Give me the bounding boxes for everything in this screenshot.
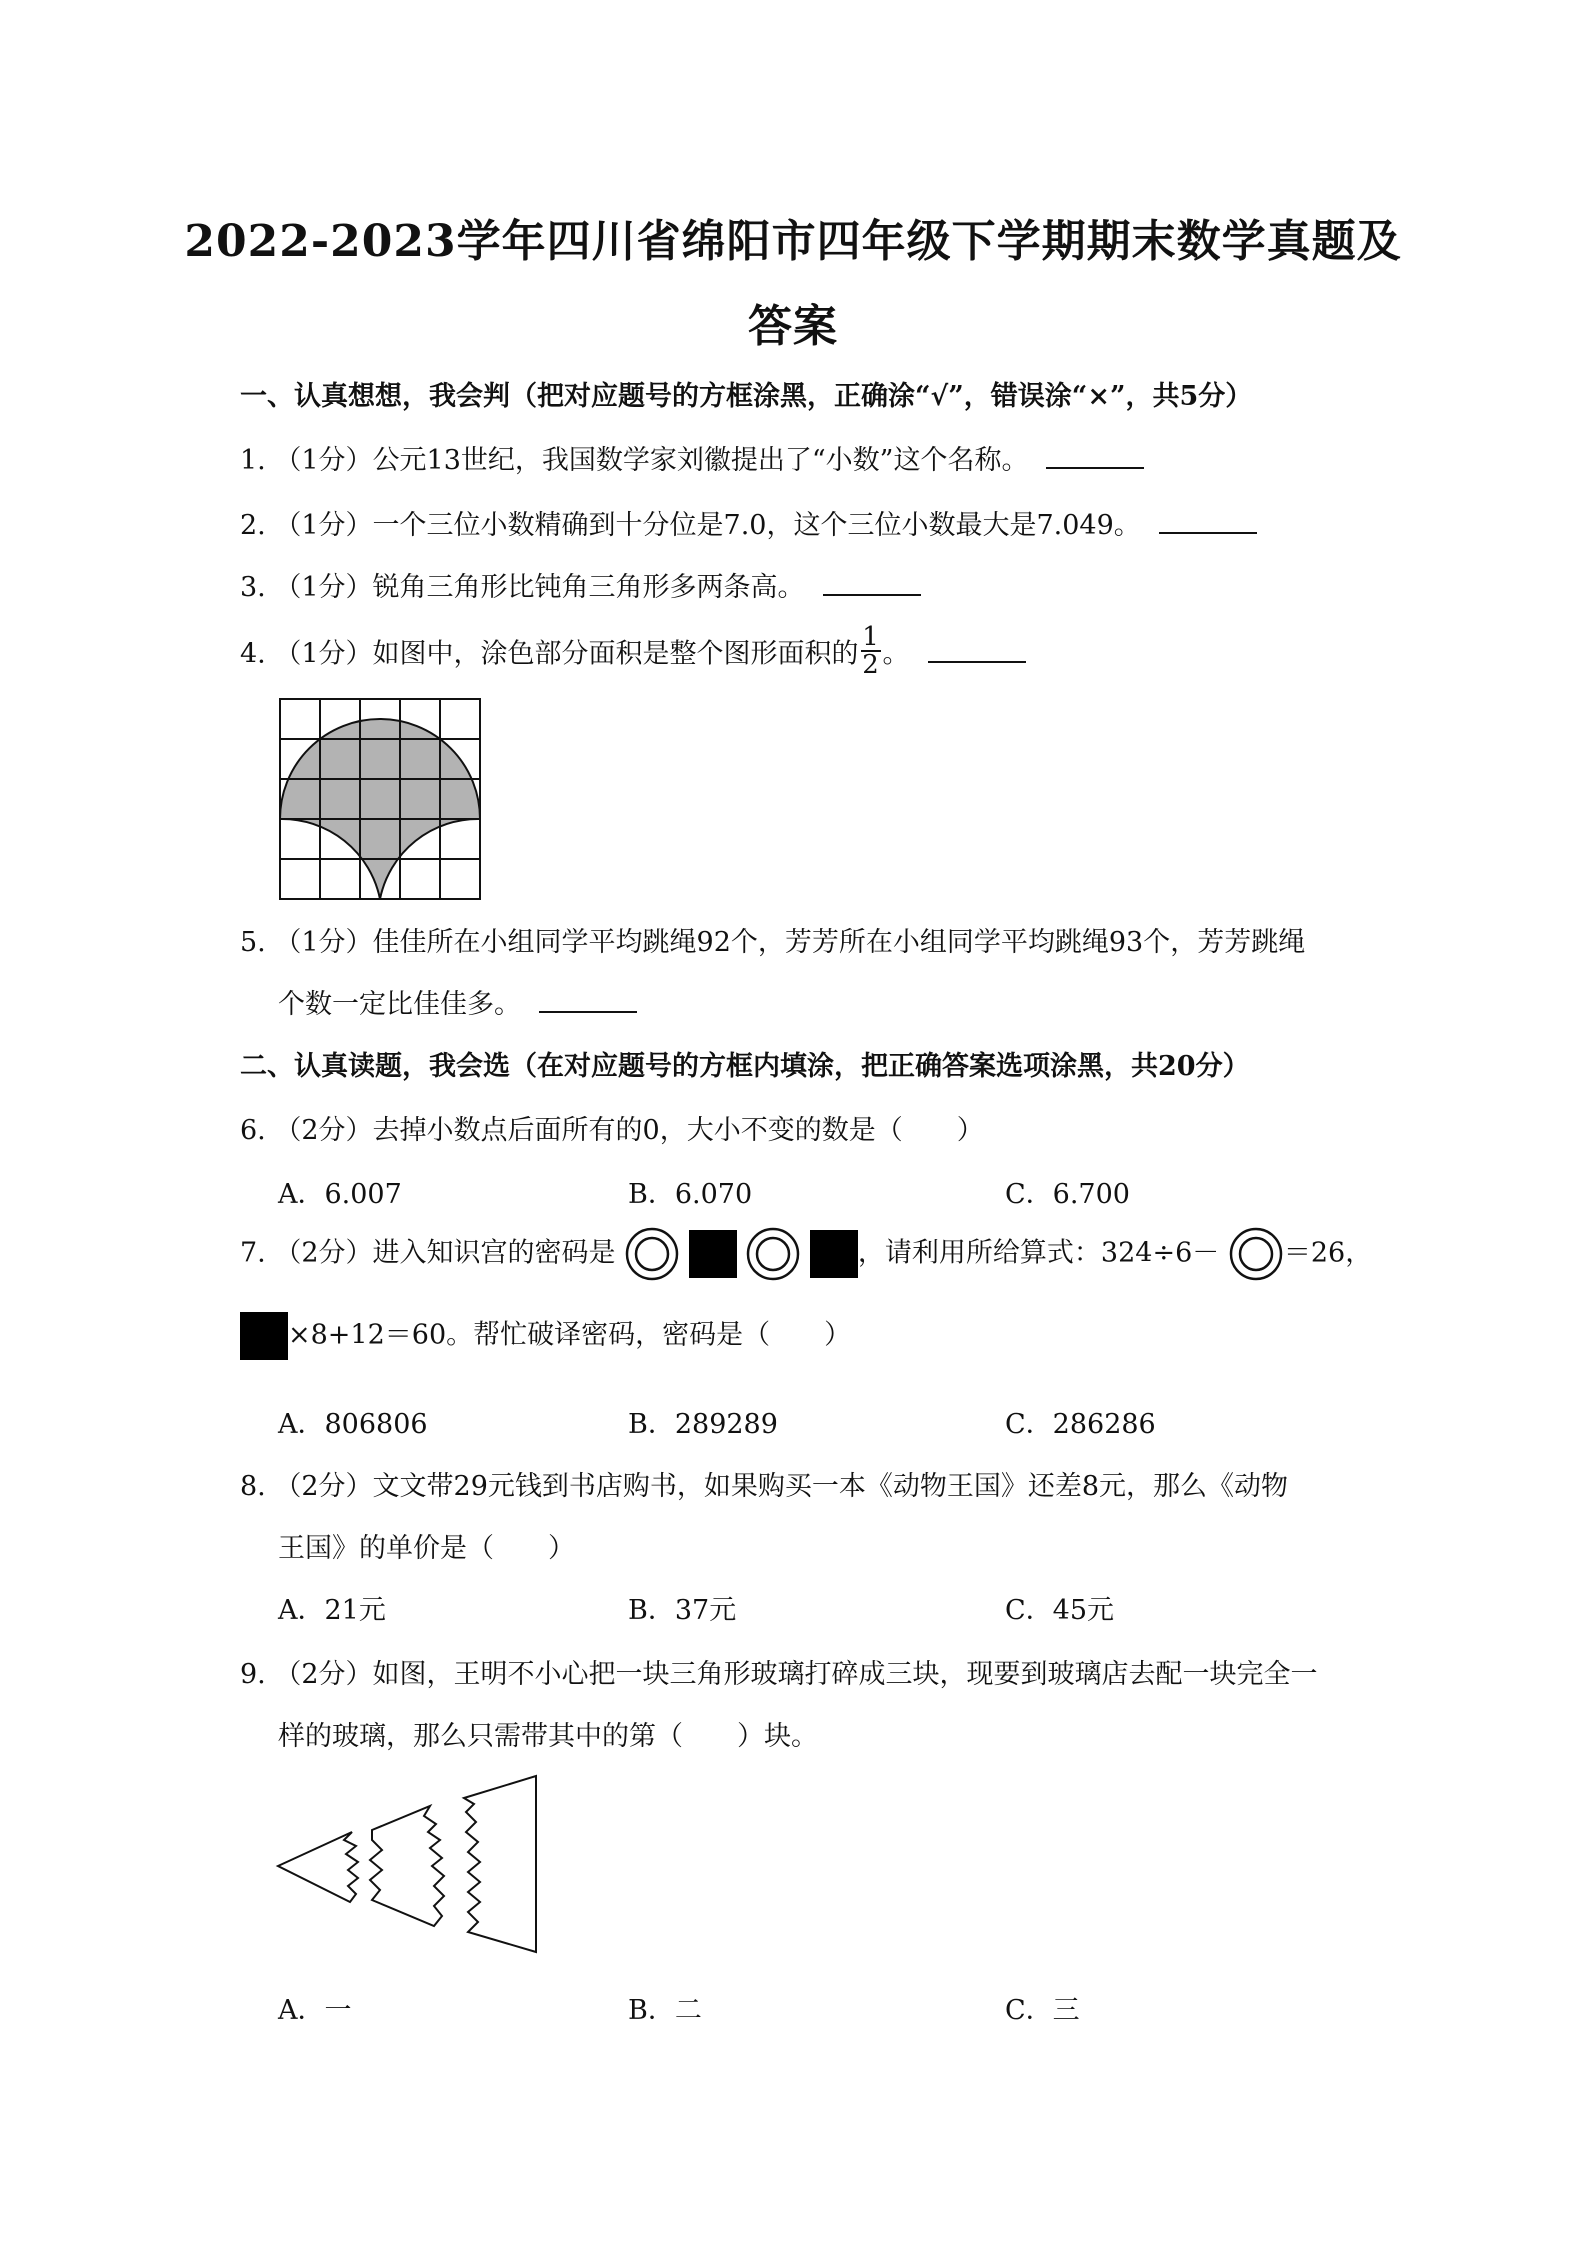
q8-option-b[interactable]: B．37元 bbox=[628, 1595, 737, 1626]
section-1-heading: 一、认真想想，我会判（把对应题号的方框涂黑，正确涂“√”，错误涂“×”，共5分） bbox=[240, 381, 1253, 412]
answer-blank[interactable] bbox=[1159, 531, 1257, 534]
q6-option-c[interactable]: C．6.700 bbox=[1005, 1179, 1130, 1210]
question-3-text: 3. （1分）锐角三角形比钝角三角形多两条高。 bbox=[240, 572, 805, 603]
question-4-end: 。 bbox=[882, 638, 910, 670]
glass-piece-two bbox=[370, 1806, 444, 1926]
question-9-line1: 9. （2分）如图，王明不小心把一块三角形玻璃打碎成三块，现要到玻璃店去配一块完全一 bbox=[240, 1659, 1318, 1690]
q7-option-c[interactable]: C．286286 bbox=[1005, 1409, 1156, 1440]
fraction-denominator: 2 bbox=[862, 650, 879, 680]
answer-blank[interactable] bbox=[539, 1010, 637, 1013]
q8-option-c[interactable]: C．45元 bbox=[1005, 1595, 1115, 1626]
q6-option-a[interactable]: A．6.007 bbox=[278, 1179, 402, 1210]
shaded-grid-figure bbox=[278, 697, 482, 901]
question-8-line2: 王国》的单价是（ ） bbox=[278, 1533, 575, 1564]
section-2-heading: 二、认真读题，我会选（在对应题号的方框内填涂，把正确答案选项涂黑，共20分） bbox=[240, 1051, 1250, 1082]
question-8-line1: 8. （2分）文文带29元钱到书店购书，如果购买一本《动物王国》还差8元，那么《动物 bbox=[240, 1471, 1289, 1502]
answer-blank[interactable] bbox=[928, 660, 1026, 663]
q7-option-b[interactable]: B．289289 bbox=[628, 1409, 778, 1440]
black-square-icon bbox=[240, 1312, 288, 1360]
question-7-text-2: ×8+12＝60。帮忙破译密码，密码是（ ） bbox=[288, 1319, 852, 1351]
answer-blank[interactable] bbox=[823, 593, 921, 596]
glass-piece-three bbox=[464, 1776, 536, 1952]
question-9-line2: 样的玻璃，那么只需带其中的第（ ）块。 bbox=[278, 1721, 818, 1752]
question-7-formula-result: ＝26， bbox=[1283, 1237, 1373, 1269]
fraction-numerator: 1 bbox=[862, 622, 879, 652]
double-circle-icon bbox=[1228, 1226, 1284, 1282]
black-square-icon bbox=[810, 1230, 858, 1278]
question-6: 6. （2分）去掉小数点后面所有的0，大小不变的数是（ ） bbox=[240, 1115, 984, 1146]
answer-blank[interactable] bbox=[1046, 466, 1144, 469]
question-2 bbox=[240, 503, 1257, 542]
q9-option-b[interactable]: B．二 bbox=[628, 1995, 702, 2026]
question-5-text: 个数一定比佳佳多。 bbox=[278, 989, 521, 1020]
black-square-icon bbox=[689, 1230, 737, 1278]
q9-option-c[interactable]: C．三 bbox=[1005, 1995, 1080, 2026]
glass-piece-one bbox=[278, 1832, 358, 1902]
question-7-text: 7. （2分）进入知识宫的密码是 bbox=[240, 1237, 616, 1269]
double-circle-icon bbox=[745, 1226, 801, 1282]
question-4-text: 4. （1分）如图中，涂色部分面积是整个图形面积的 bbox=[240, 638, 859, 670]
question-5-line2 bbox=[278, 982, 637, 1021]
page-title-line2: 答案 bbox=[748, 301, 838, 352]
broken-glass-figure bbox=[272, 1770, 542, 1956]
q6-option-b[interactable]: B．6.070 bbox=[628, 1179, 753, 1210]
q9-option-a[interactable]: A．一 bbox=[278, 1995, 352, 2026]
page-title: 2022-2023学年四川省绵阳市四年级下学期期末数学真题及 bbox=[184, 216, 1402, 267]
question-2-text: 2. （1分）一个三位小数精确到十分位是7.0，这个三位小数最大是7.049。 bbox=[240, 510, 1141, 541]
q7-option-a[interactable]: A．806806 bbox=[278, 1409, 428, 1440]
fraction-one-half bbox=[861, 624, 881, 678]
question-7-formula: ，请利用所给算式：324÷6－ bbox=[857, 1237, 1220, 1269]
question-4 bbox=[240, 622, 1026, 682]
question-7-line2 bbox=[240, 1312, 851, 1360]
question-5-line1: 5. （1分）佳佳所在小组同学平均跳绳92个，芳芳所在小组同学平均跳绳93个，芳芳跳绳 bbox=[240, 927, 1306, 958]
question-1 bbox=[240, 438, 1144, 477]
question-3 bbox=[240, 565, 921, 604]
question-1-text: 1. （1分）公元13世纪，我国数学家刘徽提出了“小数”这个名称。 bbox=[240, 445, 1029, 476]
q8-option-a[interactable]: A．21元 bbox=[278, 1595, 386, 1626]
question-7-line1 bbox=[240, 1226, 1372, 1282]
double-circle-icon bbox=[624, 1226, 680, 1282]
